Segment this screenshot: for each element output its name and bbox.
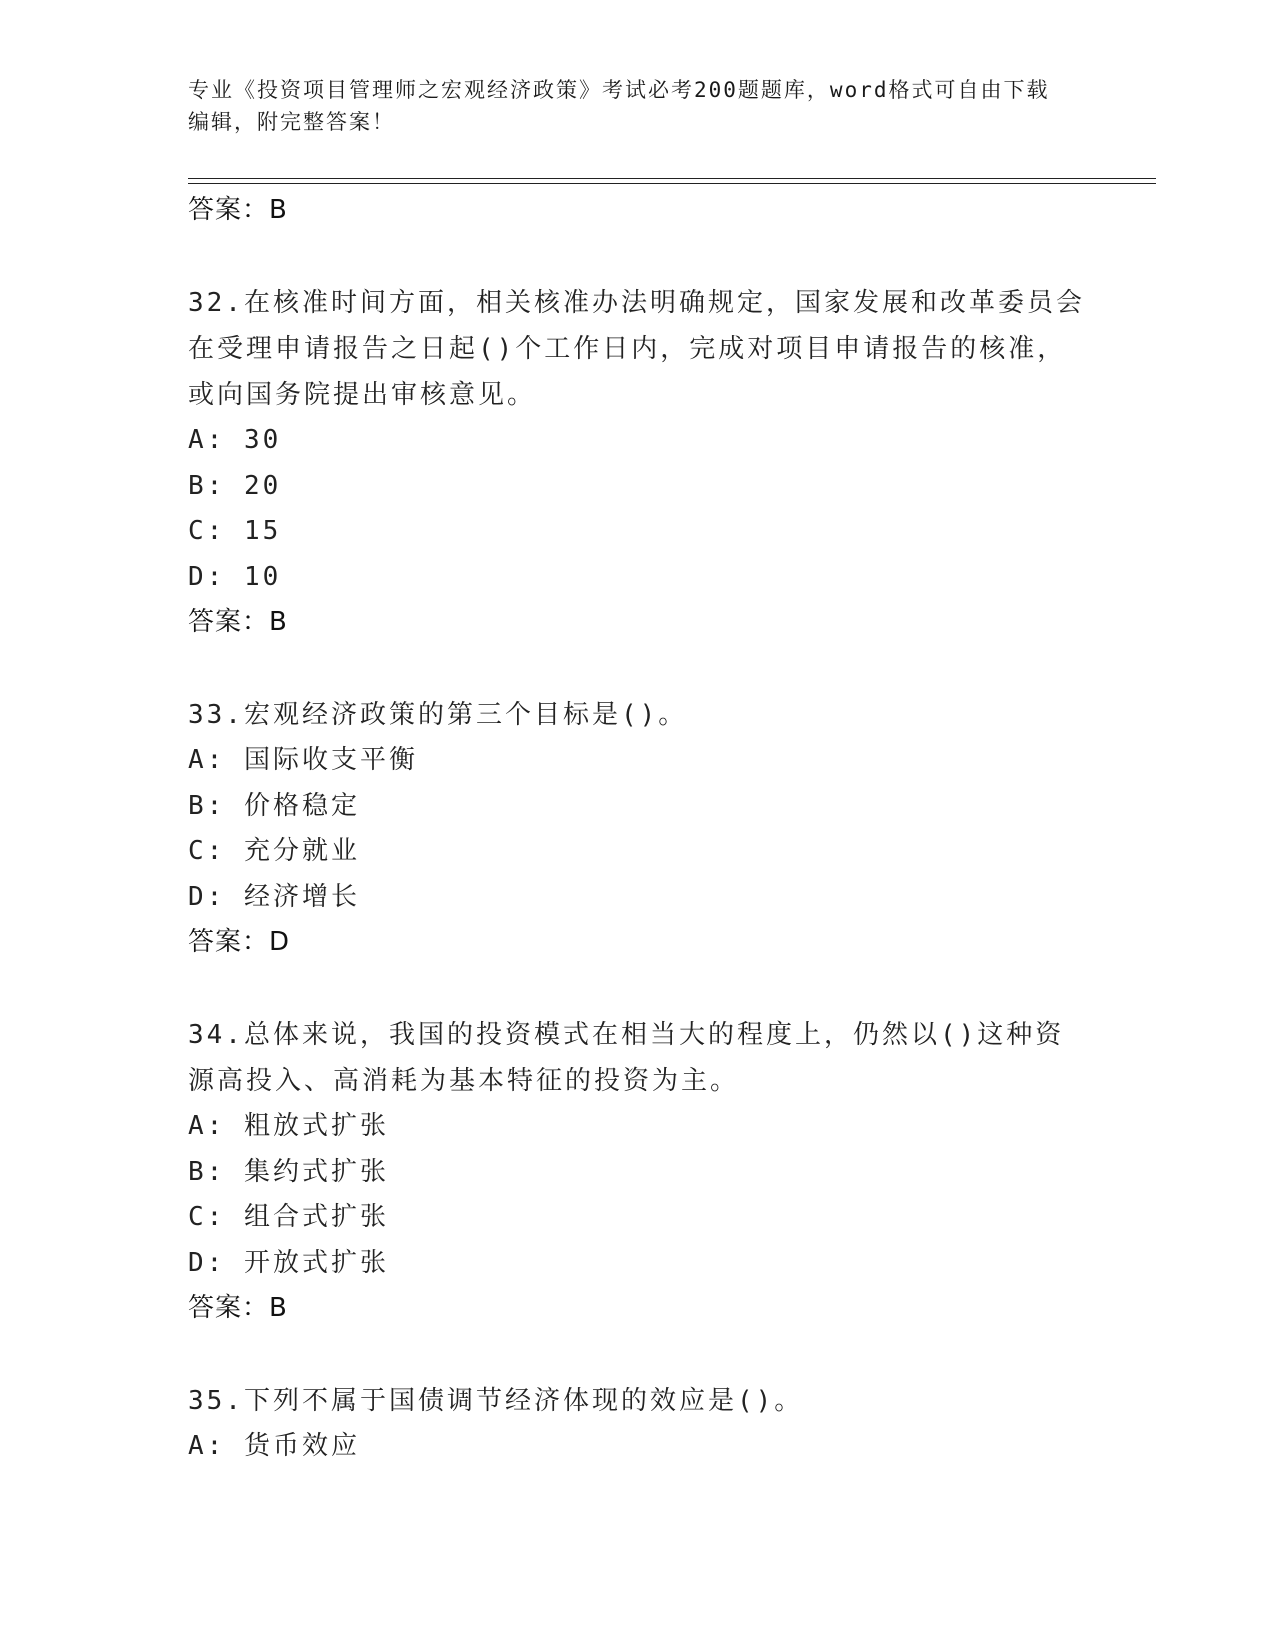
question-text: 32.在核准时间方面，相关核准办法明确规定，国家发展和改革委员会在受理申请报告之日起()个工作日内，完成对项目申请报告的核准，或向国务院提出审核意见。 <box>188 288 1085 410</box>
option-c: C: 15 <box>188 516 282 546</box>
question-text: 34.总体来说，我国的投资模式在相当大的程度上，仍然以()这种资源高投入、高消耗为基本特征的投资为主。 <box>188 1020 1065 1096</box>
spacer <box>188 964 1088 1012</box>
spacer <box>188 1330 1088 1378</box>
option-a: A: 国际收支平衡 <box>188 745 418 775</box>
option-c: C: 充分就业 <box>188 836 360 866</box>
page-header: 专业《投资项目管理师之宏观经济政策》考试必考200题题库，word格式可自由下载编辑，附完整答案！ <box>188 78 1050 134</box>
answer-line: 答案：B <box>188 607 288 637</box>
option-b: B: 20 <box>188 470 282 501</box>
option-d: D: 10 <box>188 561 282 592</box>
option-b: B: 价格稳定 <box>188 790 360 821</box>
option-b: B: 集约式扩张 <box>188 1156 389 1187</box>
answer-line: 答案：D <box>188 927 291 957</box>
header-rule-bottom <box>188 183 1156 184</box>
option-c: C: 组合式扩张 <box>188 1202 389 1232</box>
header-rule-top <box>188 178 1156 179</box>
option-a: A: 货币效应 <box>188 1431 360 1461</box>
option-a: A: 粗放式扩张 <box>188 1111 389 1141</box>
question-text: 33.宏观经济政策的第三个目标是()。 <box>188 700 688 730</box>
option-a: A: 30 <box>188 425 282 455</box>
option-d: D: 经济增长 <box>188 881 360 912</box>
answer-line: 答案：B <box>188 1293 288 1323</box>
spacer <box>188 644 1088 692</box>
question-text: 35.下列不属于国债调节经济体现的效应是()。 <box>188 1386 804 1416</box>
document-body <box>188 188 1088 1470</box>
answer-line: 答案：B <box>188 195 288 225</box>
spacer <box>188 232 1088 280</box>
option-d: D: 开放式扩张 <box>188 1247 389 1278</box>
